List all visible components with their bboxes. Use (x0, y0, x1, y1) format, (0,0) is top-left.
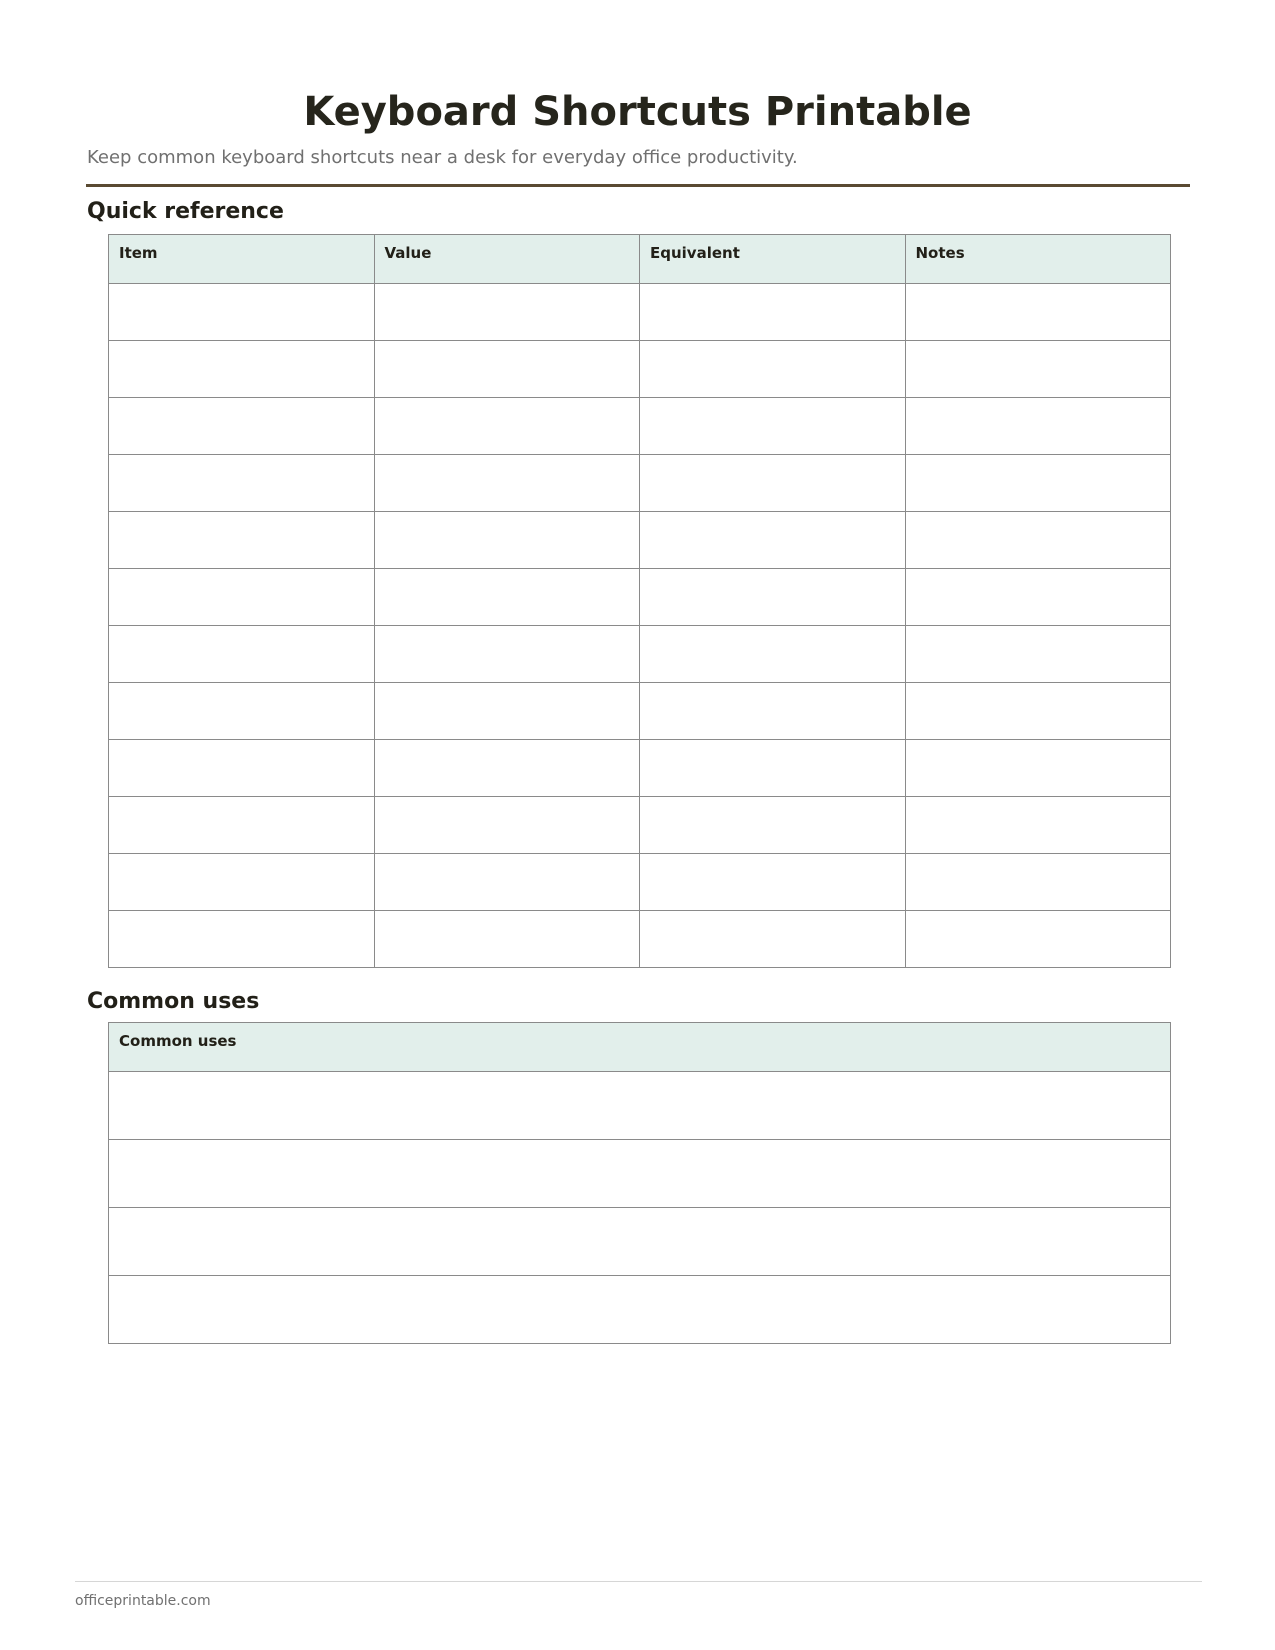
table-row (109, 911, 1171, 968)
common-uses-table (108, 1022, 1171, 1344)
table-cell (640, 626, 906, 683)
table-cell (109, 1140, 1171, 1208)
quick-reference-table (108, 234, 1171, 968)
table-cell (374, 911, 640, 968)
table-cell (374, 797, 640, 854)
table-cell (374, 569, 640, 626)
table-cell (374, 398, 640, 455)
table-row (109, 512, 1171, 569)
table-cell (109, 911, 375, 968)
table-cell (109, 1208, 1171, 1276)
table-row (109, 797, 1171, 854)
table-row (109, 1276, 1171, 1344)
table-cell (905, 911, 1171, 968)
table-cell (640, 341, 906, 398)
table-cell (374, 284, 640, 341)
table-cell (109, 341, 375, 398)
table-cell (109, 740, 375, 797)
table-row (109, 683, 1171, 740)
table-cell (905, 740, 1171, 797)
table-cell (905, 341, 1171, 398)
table-cell (905, 797, 1171, 854)
table-cell (374, 341, 640, 398)
table-cell (640, 911, 906, 968)
table-row (109, 740, 1171, 797)
quick-reference-rows (109, 284, 1171, 968)
table-cell (640, 740, 906, 797)
column-header-common-uses: Common uses (109, 1023, 1171, 1072)
column-header-item: Item (109, 235, 375, 284)
footer-site-label: officeprintable.com (75, 1593, 211, 1609)
column-header-equivalent: Equivalent (640, 235, 906, 284)
column-header-notes: Notes (905, 235, 1171, 284)
table-row (109, 854, 1171, 911)
table-row (109, 455, 1171, 512)
table-cell (905, 455, 1171, 512)
section-heading-common-uses: Common uses (87, 989, 260, 1014)
table-cell (640, 284, 906, 341)
table-cell (374, 455, 640, 512)
table-cell (109, 455, 375, 512)
table-cell (109, 1072, 1171, 1140)
page-title: Keyboard Shortcuts Printable (303, 89, 972, 135)
table-cell (109, 683, 375, 740)
table-cell (109, 626, 375, 683)
table-cell (109, 797, 375, 854)
table-cell (640, 398, 906, 455)
page-subtitle: Keep common keyboard shortcuts near a desk for everyday office productivity. (87, 147, 798, 168)
table-cell (374, 854, 640, 911)
table-cell (374, 626, 640, 683)
table-cell (640, 797, 906, 854)
table-cell (109, 854, 375, 911)
table-row (109, 398, 1171, 455)
table-cell (640, 854, 906, 911)
table-cell (905, 569, 1171, 626)
table-row (109, 569, 1171, 626)
table-cell (640, 512, 906, 569)
table-cell (109, 512, 375, 569)
table-row (109, 284, 1171, 341)
table-row (109, 1072, 1171, 1140)
title-divider (86, 184, 1190, 187)
table-cell (640, 455, 906, 512)
table-cell (109, 284, 375, 341)
table-row (109, 626, 1171, 683)
table-header-row (109, 235, 1171, 284)
section-heading-quick-reference: Quick reference (87, 199, 284, 224)
table-cell (374, 683, 640, 740)
footer-divider (75, 1581, 1202, 1582)
table-cell (905, 284, 1171, 341)
table-cell (109, 398, 375, 455)
table-cell (374, 512, 640, 569)
table-cell (374, 740, 640, 797)
table-row (109, 341, 1171, 398)
column-header-value: Value (374, 235, 640, 284)
table-row (109, 1140, 1171, 1208)
table-cell (905, 512, 1171, 569)
table-cell (109, 569, 375, 626)
table-cell (640, 569, 906, 626)
common-uses-rows (109, 1072, 1171, 1344)
table-cell (640, 683, 906, 740)
table-header-row (109, 1023, 1171, 1072)
table-cell (905, 398, 1171, 455)
table-cell (905, 854, 1171, 911)
table-row (109, 1208, 1171, 1276)
table-cell (905, 683, 1171, 740)
table-cell (905, 626, 1171, 683)
table-cell (109, 1276, 1171, 1344)
